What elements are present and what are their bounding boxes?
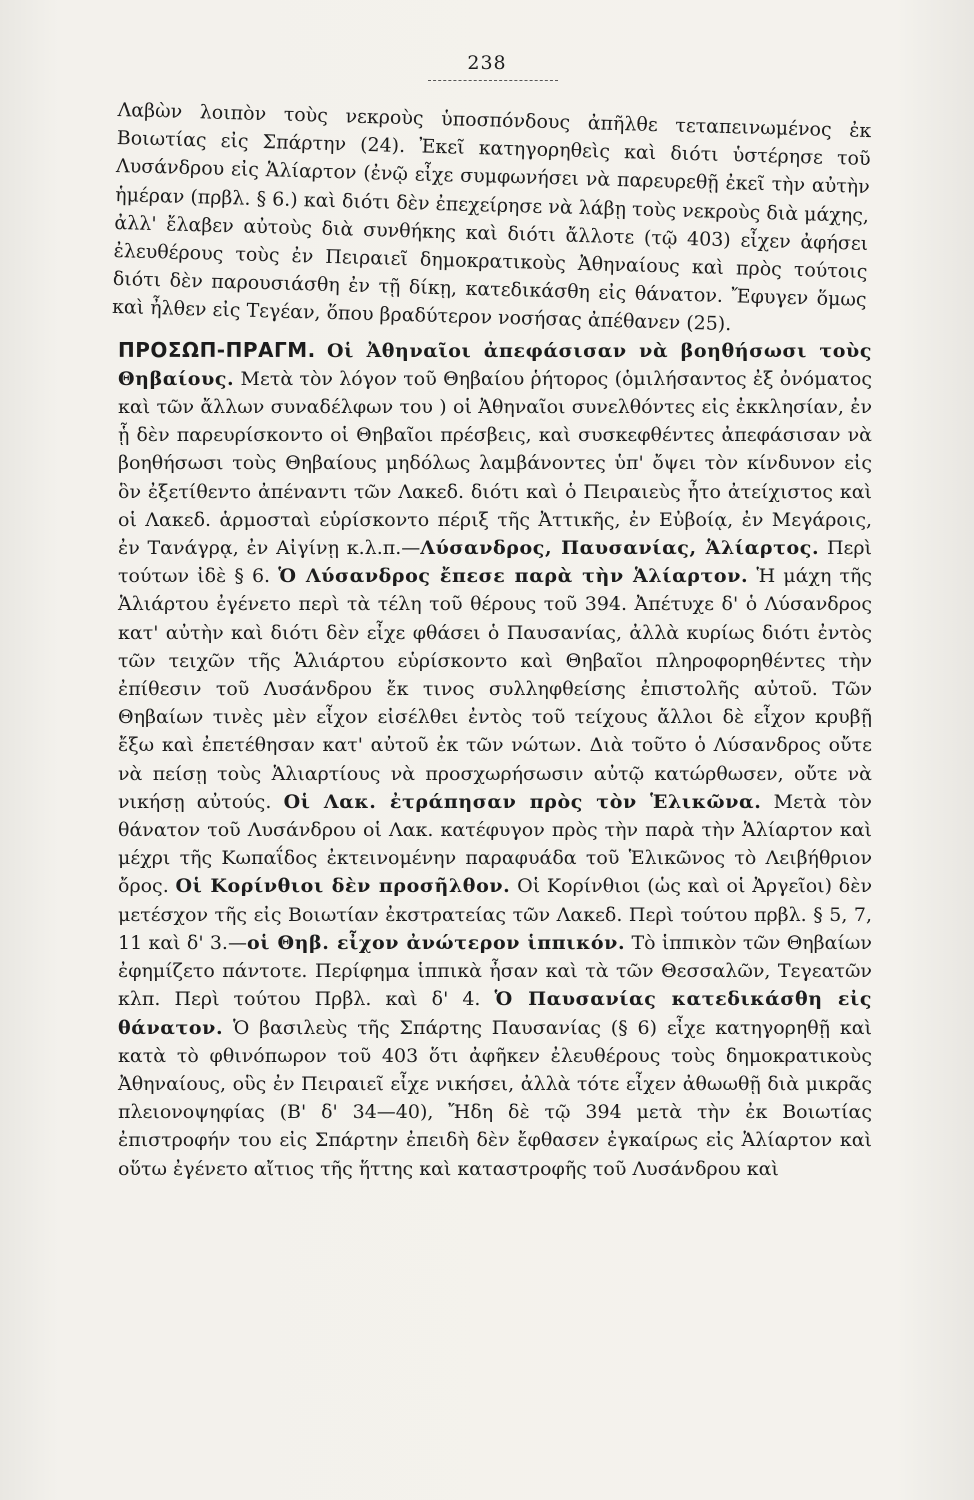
text-run-2: Περὶ τούτων ἰδὲ § 6. xyxy=(118,537,872,588)
bold-lemma-6: οἱ Θηβ. εἶχον ἀνώτερον ἱππικόν. xyxy=(246,931,626,954)
bold-lemma-2: Λύσανδρος, Παυσανίας, Ἁλίαρτος. xyxy=(420,537,820,560)
paragraph-1: Λαβὼν λοιπὸν τοὺς νεκροὺς ὑποσπόνδους ἀπῆλθε τεταπεινωμένος ἐκ Βοιωτίας εἰς Σπάρτην (24). Ἐκεῖ κατηγορηθεὶς καὶ διότι ὑστέρησε τοῦ Λυσάνδρου εἰς Ἁλίαρτον (ἐνῷ εἶχε συμφωνήσει νὰ παρευρεθῇ ἐκεῖ τὴν αὐτὴν ἡμέραν (πρβλ. § 6.) καὶ διότι δὲν ἐπεχείρησε νὰ λάβῃ τοὺς νεκροὺς διὰ μάχης, ἀλλ' ἔλαβεν αὐτοὺς διὰ συνθήκης καὶ διότι ἄλλοτε (τῷ 403) εἶχεν ἀφήσει ἐλευθέρους τοὺς ἐν Πειραιεῖ δημοκρατικοὺς Ἀθηναίους καὶ πρὸς τούτοις διότι δὲν παρουσιάσθη ἐν τῇ δίκῃ, κατεδικάσθη εἰς θάνατον. Ἔφυγεν ὅμως καὶ ἦλθεν εἰς Τεγέαν, ὅπου βραδύτερον νοσήσας ἀπέθανεν (25). xyxy=(111,98,872,336)
page-number: 238 xyxy=(467,52,507,74)
text-run-1: Μετὰ τὸν λόγον τοῦ Θηβαίου ῥήτορος (ὁμιλήσαντος ἐξ ὀνόματος καὶ τῶν ἄλλων συναδέλφων του ) οἱ Ἀθηναῖοι συνελθόντες εἰς ἐκκλησίαν, ἐν ᾗ δὲν παρευρίσκοντο οἱ Θηβαῖοι πρέσβεις, καὶ συσκεφθέντες ἀπεφάσισαν νὰ βοηθήσωσι τοὺς Θηβαίους μηδόλως λαμβάνοντες ὑπ' ὄψει τὸν κίνδυνον εἰς ὃν ἐξετίθεντο ἀπέναντι τῶν Λακεδ. διότι καὶ ὁ Πειραιεὺς ἦτο ἀτείχιστος καὶ οἱ Λακεδ. ἁρμοσταὶ εὑρίσκοντο πέριξ τῆς Ἀττικῆς, ἐν Εὐβοίᾳ, ἐν Μεγάροις, ἐν Τανάγρᾳ, ἐν Αἰγίνῃ κ.λ.π.— xyxy=(118,367,872,560)
bold-lemma-5: Οἱ Κορίνθιοι δὲν προσῆλθον. xyxy=(175,875,511,898)
bold-lemma-1: Οἱ Ἀθηναῖοι ἀπεφάσισαν νὰ βοηθήσωσι τοὺς Θηβαίους. xyxy=(118,339,872,390)
text-run-5: Οἱ Κορίνθιοι (ὡς καὶ οἱ Ἀργεῖοι) δὲν μετέσχον τῆς εἰς Βοιωτίαν ἐκστρατείας τῶν Λακεδ. Περὶ τούτου πρβλ. § 5, 7, 11 καὶ δ' 3.— xyxy=(118,875,872,954)
section-heading: ΠΡΟΣΩΠ-ΠΡΑΓΜ. xyxy=(118,337,316,362)
bold-lemma-7: Ὁ Παυσανίας κατεδικάσθη εἰς θάνατον. xyxy=(118,988,872,1039)
text-run-4: Μετὰ τὸν θάνατον τοῦ Λυσάνδρου οἱ Λακ. κατέφυγον πρὸς τὴν παρὰ τὴν Ἁλίαρτον καὶ μέχρι τῆς Κωπαΐδος ἐκτεινομένην παραφυάδα τοῦ Ἑλικῶνος τὸ Λειβήθριον ὄρος. xyxy=(118,790,872,898)
paragraph-2 xyxy=(118,336,872,1183)
bold-lemma-3: Ὁ Λύσανδρος ἔπεσε παρὰ τὴν Ἁλίαρτον. xyxy=(278,565,749,588)
page-number-rule xyxy=(428,80,558,81)
text-run-3: Ἡ μάχη τῆς Ἁλιάρτου ἐγένετο περὶ τὰ τέλη τοῦ θέρους τοῦ 394. Ἀπέτυχε δ' ὁ Λύσανδρος κατ' αὐτὴν καὶ διότι δὲν εἶχε φθάσει ὁ Παυσανίας, ἀλλὰ κυρίως διότι ἐντὸς τῶν τειχῶν τῆς Ἁλιάρτου εὑρίσκοντο καὶ Θηβαῖοι πληροφορηθέντες τὴν ἐπίθεσιν τοῦ Λυσάνδρου ἔκ τινος συλληφθείσης ἐπιστολῆς αὐτοῦ. Τῶν Θηβαίων τινὲς μὲν εἶχον εἰσέλθει ἐντὸς τοῦ τείχους ἄλλοι δὲ εἶχον κρυβῇ ἔξω καὶ ἐπετέθησαν κατ' αὐτοῦ ἐκ τῶν νώτων. Διὰ τοῦτο ὁ Λύσανδρος οὔτε νὰ πείσῃ τοὺς Ἁλιαρτίους νὰ προσχωρήσωσιν αὐτῷ κατώρθωσεν, οὔτε νὰ νικήσῃ αὐτούς. xyxy=(118,565,872,813)
text-run-7: Ὁ βασιλεὺς τῆς Σπάρτης Παυσανίας (§ 6) εἶχε κατηγορηθῇ καὶ κατὰ τὸ φθινόπωρον τοῦ 403 ὅτι ἀφῆκεν ἐλευθέρους τοὺς δημοκρατικοὺς Ἀθηναίους, οὓς ἐν Πειραιεῖ εἶχε νικήσει, ἀλλὰ τότε εἶχεν ἀθωωθῇ διὰ μικρᾶς πλειονοψηφίας (Β' δ' 34—40), Ἤδη δὲ τῷ 394 μετὰ τὴν ἐκ Βοιωτίας ἐπιστροφήν του εἰς Σπάρτην ἐπειδὴ δὲν ἔφθασεν ἐγκαίρως εἰς Ἁλίαρτον καὶ οὕτω ἐγένετο αἴτιος τῆς ἥττης καὶ καταστροφῆς τοῦ Λυσάνδρου καὶ xyxy=(118,1016,872,1180)
text-run-6: Τὸ ἱππικὸν τῶν Θηβαίων ἐφημίζετο πάντοτε. Περίφημα ἱππικὰ ἦσαν καὶ τὰ τῶν Θεσσαλῶν, Τεγεατῶν κλπ. Περὶ τούτου Πρβλ. καὶ δ' 4. xyxy=(118,931,872,1011)
bold-lemma-4: Οἱ Λακ. ἐτράπησαν πρὸς τὸν Ἑλικῶνα. xyxy=(283,790,762,813)
body-text xyxy=(111,96,872,1183)
